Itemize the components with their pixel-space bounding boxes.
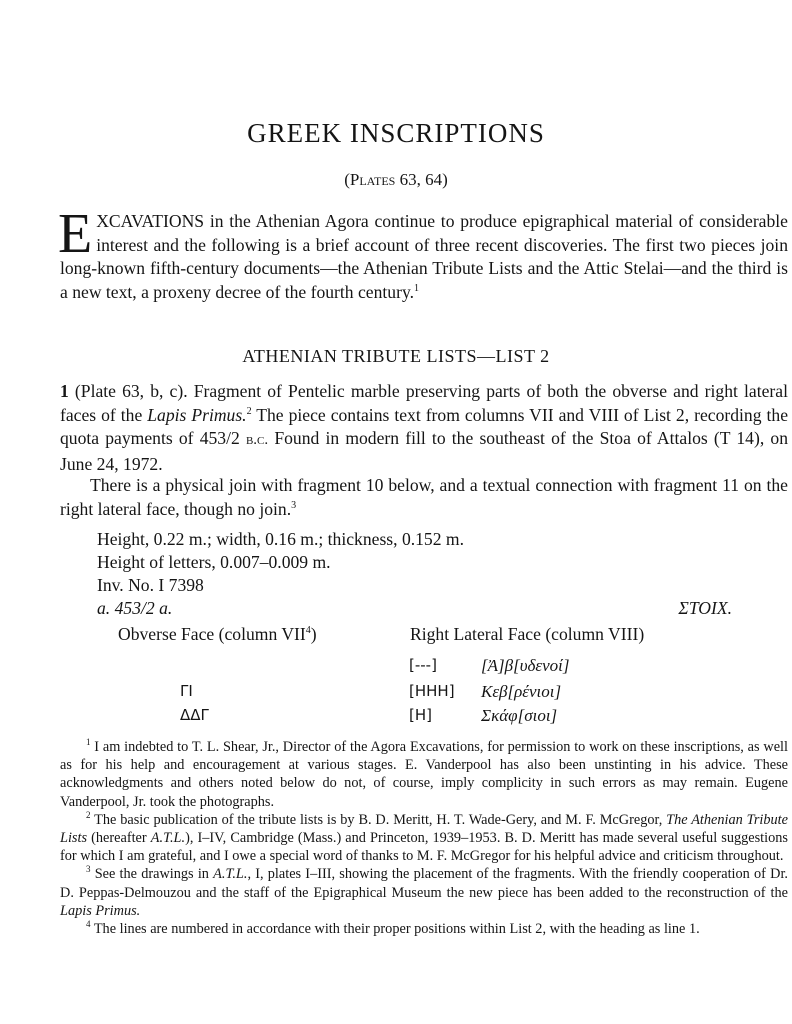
dimensions-line: Height of letters, 0.007–0.009 m. (97, 552, 331, 572)
inscription-greek-name: Σκάφ[σιοι] (481, 706, 558, 725)
inscription-greek-name: Κεβ[ρένιοι] (481, 682, 562, 701)
inventory-number: Inv. No. I 7398 (97, 575, 204, 595)
plates-reference: (Plates 63, 64) (344, 170, 448, 189)
stoichedon-label: ΣΤΟΙΧ. (678, 598, 732, 618)
footnotes (60, 738, 788, 938)
dimensions-line: Height, 0.22 m.; width, 0.16 m.; thickness, 0.152 m. (97, 529, 465, 549)
footnote-4: $^4$ The lines are numbered in accordance with their proper positions within List 2, with the heading as line 1. (86, 919, 700, 938)
lateral-face-heading: Right Lateral Face (column VIII) (410, 624, 645, 644)
entry-number: 1 (60, 381, 69, 401)
inscription-amount: [HHH] (409, 682, 455, 700)
inscription-greek-name: [Ἀ]β[υδενοί] (481, 656, 570, 675)
inscription-date: a. 453/2 a. (97, 598, 173, 618)
footnote-1: $^1$ I am indebted to T. L. Shear, Jr., Director of the Agora Excavations, for permission to work on these inscriptions, as well as for his help and encouragement at various stages. E. Vanderpool has also been unstinting in his advice. These acknowledgments and others noted below do not, of course, imply complicity in such errors as may remain. Eugene Vanderpool, Jr. took the photographs. (60, 737, 788, 810)
footnote-2: $^2$ The basic publication of the tribute lists is by B. D. Meritt, H. T. Wade-Gery, and M. F. McGregor, The Athenian Tribute Lists (hereafter A.T.L.), I–IV, Cambridge (Mass.) and Princeton, 1939–1953. B. D. Meritt has made several useful suggestions for which I am grateful, and I owe a special word of thanks to M. F. McGregor for his helpful advice and criticism throughout. (60, 810, 788, 865)
footnote-ref: 2 (246, 405, 252, 417)
footnote-3: $^3$ See the drawings in A.T.L., I, plates I–III, showing the placement of the fragments. With the friendly cooperation of Dr. D. Peppas-Delmouzou and the staff of the Epigraphical Museum the new piece has been added to the reconstruction of the Lapis Primus. (60, 864, 788, 919)
footnote-ref: 3 (291, 499, 297, 511)
entry-description: 1 (Plate 63, b, c). Fragment of Pentelic marble preserving parts of both the obverse and right lateral faces of the Lapis Primus.$^2$ The piece contains text from columns VII and VIII of List 2, recording the quota payments of 453/2 b.c. Found in modern fill to the southeast of the Stoa of Attalos (T 14), on June 24, 1972. (60, 381, 789, 474)
inscription-amount: [H] (409, 706, 432, 724)
dimensions-block (97, 528, 464, 597)
obverse-face-heading: Obverse Face (column VII$^4$) (118, 624, 317, 644)
inscription-amount: [---] (409, 656, 437, 674)
footnote-ref: 1 (414, 282, 419, 294)
intro-paragraph: EXCAVATIONS in the Athenian Agora continue to produce epigraphical material of considerable interest and the following is a brief account of three recent discoveries. The first two pieces join long-known fifth-century documents—the Athenian Tribute Lists and the Attic Stelai—and the third is a new text, a proxeny decree of the fourth century.$^1$ (58, 203, 788, 302)
inscription-numeral: ΓΙ (180, 682, 193, 700)
join-paragraph: There is a physical join with fragment 10 below, and a textual connection with fragment 11 on the right lateral face, though no join.$^3$ (60, 475, 788, 519)
section-heading: ATHENIAN TRIBUTE LISTS—LIST 2 (242, 346, 550, 366)
drop-cap-letter: E (58, 203, 93, 265)
article-title: GREEK INSCRIPTIONS (247, 118, 545, 148)
inscription-numeral: ΔΔΓ (180, 706, 209, 724)
